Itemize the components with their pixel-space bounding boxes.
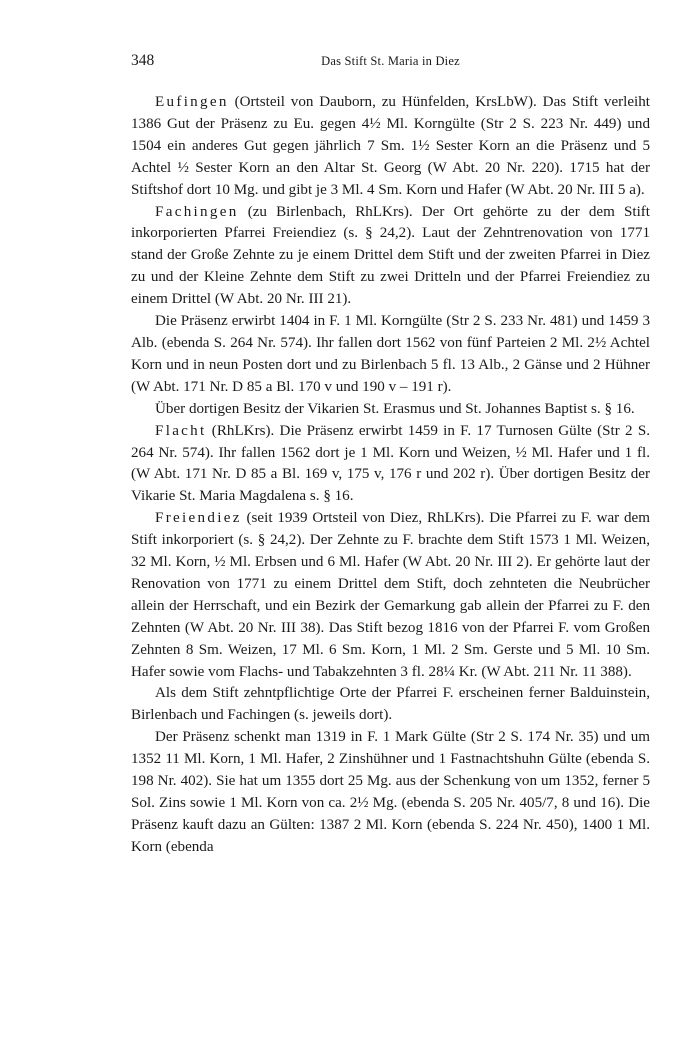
place-name: Flacht: [155, 422, 207, 439]
paragraph-text: Als dem Stift zehntpflichtige Orte der Pfarrei F. erscheinen ferner Balduinstein, Birlenbach und Fachingen (s. jeweils dort).: [131, 685, 650, 724]
page-number: 348: [131, 52, 155, 69]
body-text: [131, 92, 650, 859]
paragraph-zehntpflichtige-orte: [131, 683, 650, 727]
paragraph-eufingen: [131, 92, 650, 202]
paragraph-text: Die Präsenz erwirbt 1404 in F. 1 Ml. Korngülte (Str 2 S. 233 Nr. 481) und 1459 3 Alb. (ebenda S. 264 Nr. 574). Ihr fallen dort 1562 von fünf Parteien 2 Ml. 2½ Achtel Korn und in neun Posten dort und zu Birlenbach 5 fl. 13 Alb., 2 Gänse und 2 Hühner (W Abt. 171 Nr. D 85 a Bl. 170 v und 190 v – 191 r).: [131, 313, 650, 395]
paragraph-freiendiez: [131, 508, 650, 683]
paragraph-text: (seit 1939 Ortsteil von Diez, RhLKrs). Die Pfarrei zu F. war dem Stift inkorporiert (s. § 24,2). Der Zehnte zu F. brachte dem Stift 1573 1 Ml. Weizen, 32 Ml. Korn, ½ Ml. Erbsen und 6 Ml. Hafer (W Abt. 20 Nr. III 2). Er gehörte laut der Renovation von 1771 zu einem Drittel dem Stift, doch zehnteten die Neubrücher allein der Herrschaft, und ein Bezirk der Gemarkung gab allein der Pfarrei zu F. den Zehnten (W Abt. 20 Nr. III 38). Das Stift bezog 1816 von der Pfarrei F. vom Großen Zehnten 8 Sm. Weizen, 17 Ml. 6 Sm. Korn, 1 Ml. 2 Sm. Gerste und 5 Ml. 10 Sm. Hafer sowie vom Flachs- und Tabakzehnten 3 fl. 28¼ Kr. (W Abt. 211 Nr. 11 388).: [131, 510, 650, 680]
page-header: [131, 52, 650, 72]
paragraph-text: Über dortigen Besitz der Vikarien St. Erasmus und St. Johannes Baptist s. § 16.: [155, 400, 635, 417]
paragraph-text: (RhLKrs). Die Präsenz erwirbt 1459 in F. 17 Turnosen Gülte (Str 2 S. 264 Nr. 574). Ihr fallen 1562 dort je 1 Ml. Korn und Weizen, ½ Ml. Hafer und 1 fl. (W Abt. 171 Nr. D 85 a Bl. 169 v, 175 v, 176 r und 202 r). Über dortigen Besitz der Vikarie St. Maria Magdalena s. § 16.: [131, 422, 650, 505]
paragraph-text: Der Präsenz schenkt man 1319 in F. 1 Mark Gülte (Str 2 S. 174 Nr. 35) und um 1352 11 Ml. Korn, 1 Ml. Hafer, 2 Zinshühner und 1 Fastnachtshuhn Gülte (ebenda S. 198 Nr. 402). Sie hat um 1355 dort 25 Mg. aus der Schenkung von um 1352, ferner 5 Sol. Zins sowie 1 Ml. Korn von ca. 2½ Mg. (ebenda S. 205 Nr. 405/7, 8 und 16). Die Präsenz kauft dazu an Gülten: 1387 2 Ml. Korn (ebenda S. 224 Nr. 450), 1400 1 Ml. Korn (ebenda: [131, 729, 650, 855]
paragraph-fachingen: [131, 202, 650, 312]
place-name: Freiendiez: [155, 510, 242, 527]
paragraph-text: (Ortsteil von Dauborn, zu Hünfelden, KrsLbW). Das Stift verleiht 1386 Gut der Präsenz zu Eu. gegen 4½ Ml. Korngülte (Str 2 S. 223 Nr. 449) und 1504 ein anderes Gut gegen jährlich 7 Sm. 1½ Sester Korn an die Präsenz und 5 Achtel ½ Sester Korn an den Altar St. Georg (W Abt. 20 Nr. 220). 1715 hat der Stiftshof dort 10 Mg. und gibt je 3 Ml. 4 Sm. Korn und Hafer (W Abt. 20 Nr. III 5 a).: [131, 94, 650, 198]
paragraph-flacht: [131, 421, 650, 509]
paragraph-text: (zu Birlenbach, RhLKrs). Der Ort gehörte zu der dem Stift inkorporierten Pfarrei Freiendiez (s. § 24,2). Laut der Zehntrenovation von 1771 stand der Große Zehnte zu je einem Drittel dem Stift und der zweiten Pfarrei in Diez zu und der Kleine Zehnte dem Stift zu zwei Dritteln und der Pfarrei Freiendiez zu einem Drittel (W Abt. 20 Nr. III 21).: [131, 203, 650, 308]
paragraph-praesenz-fachingen: [131, 311, 650, 399]
running-title: Das Stift St. Maria in Diez: [321, 54, 460, 68]
paragraph-vikarien: [131, 399, 650, 421]
place-name: Fachingen: [155, 203, 239, 220]
place-name: Eufingen: [155, 94, 229, 110]
paragraph-schenkung: [131, 727, 650, 858]
